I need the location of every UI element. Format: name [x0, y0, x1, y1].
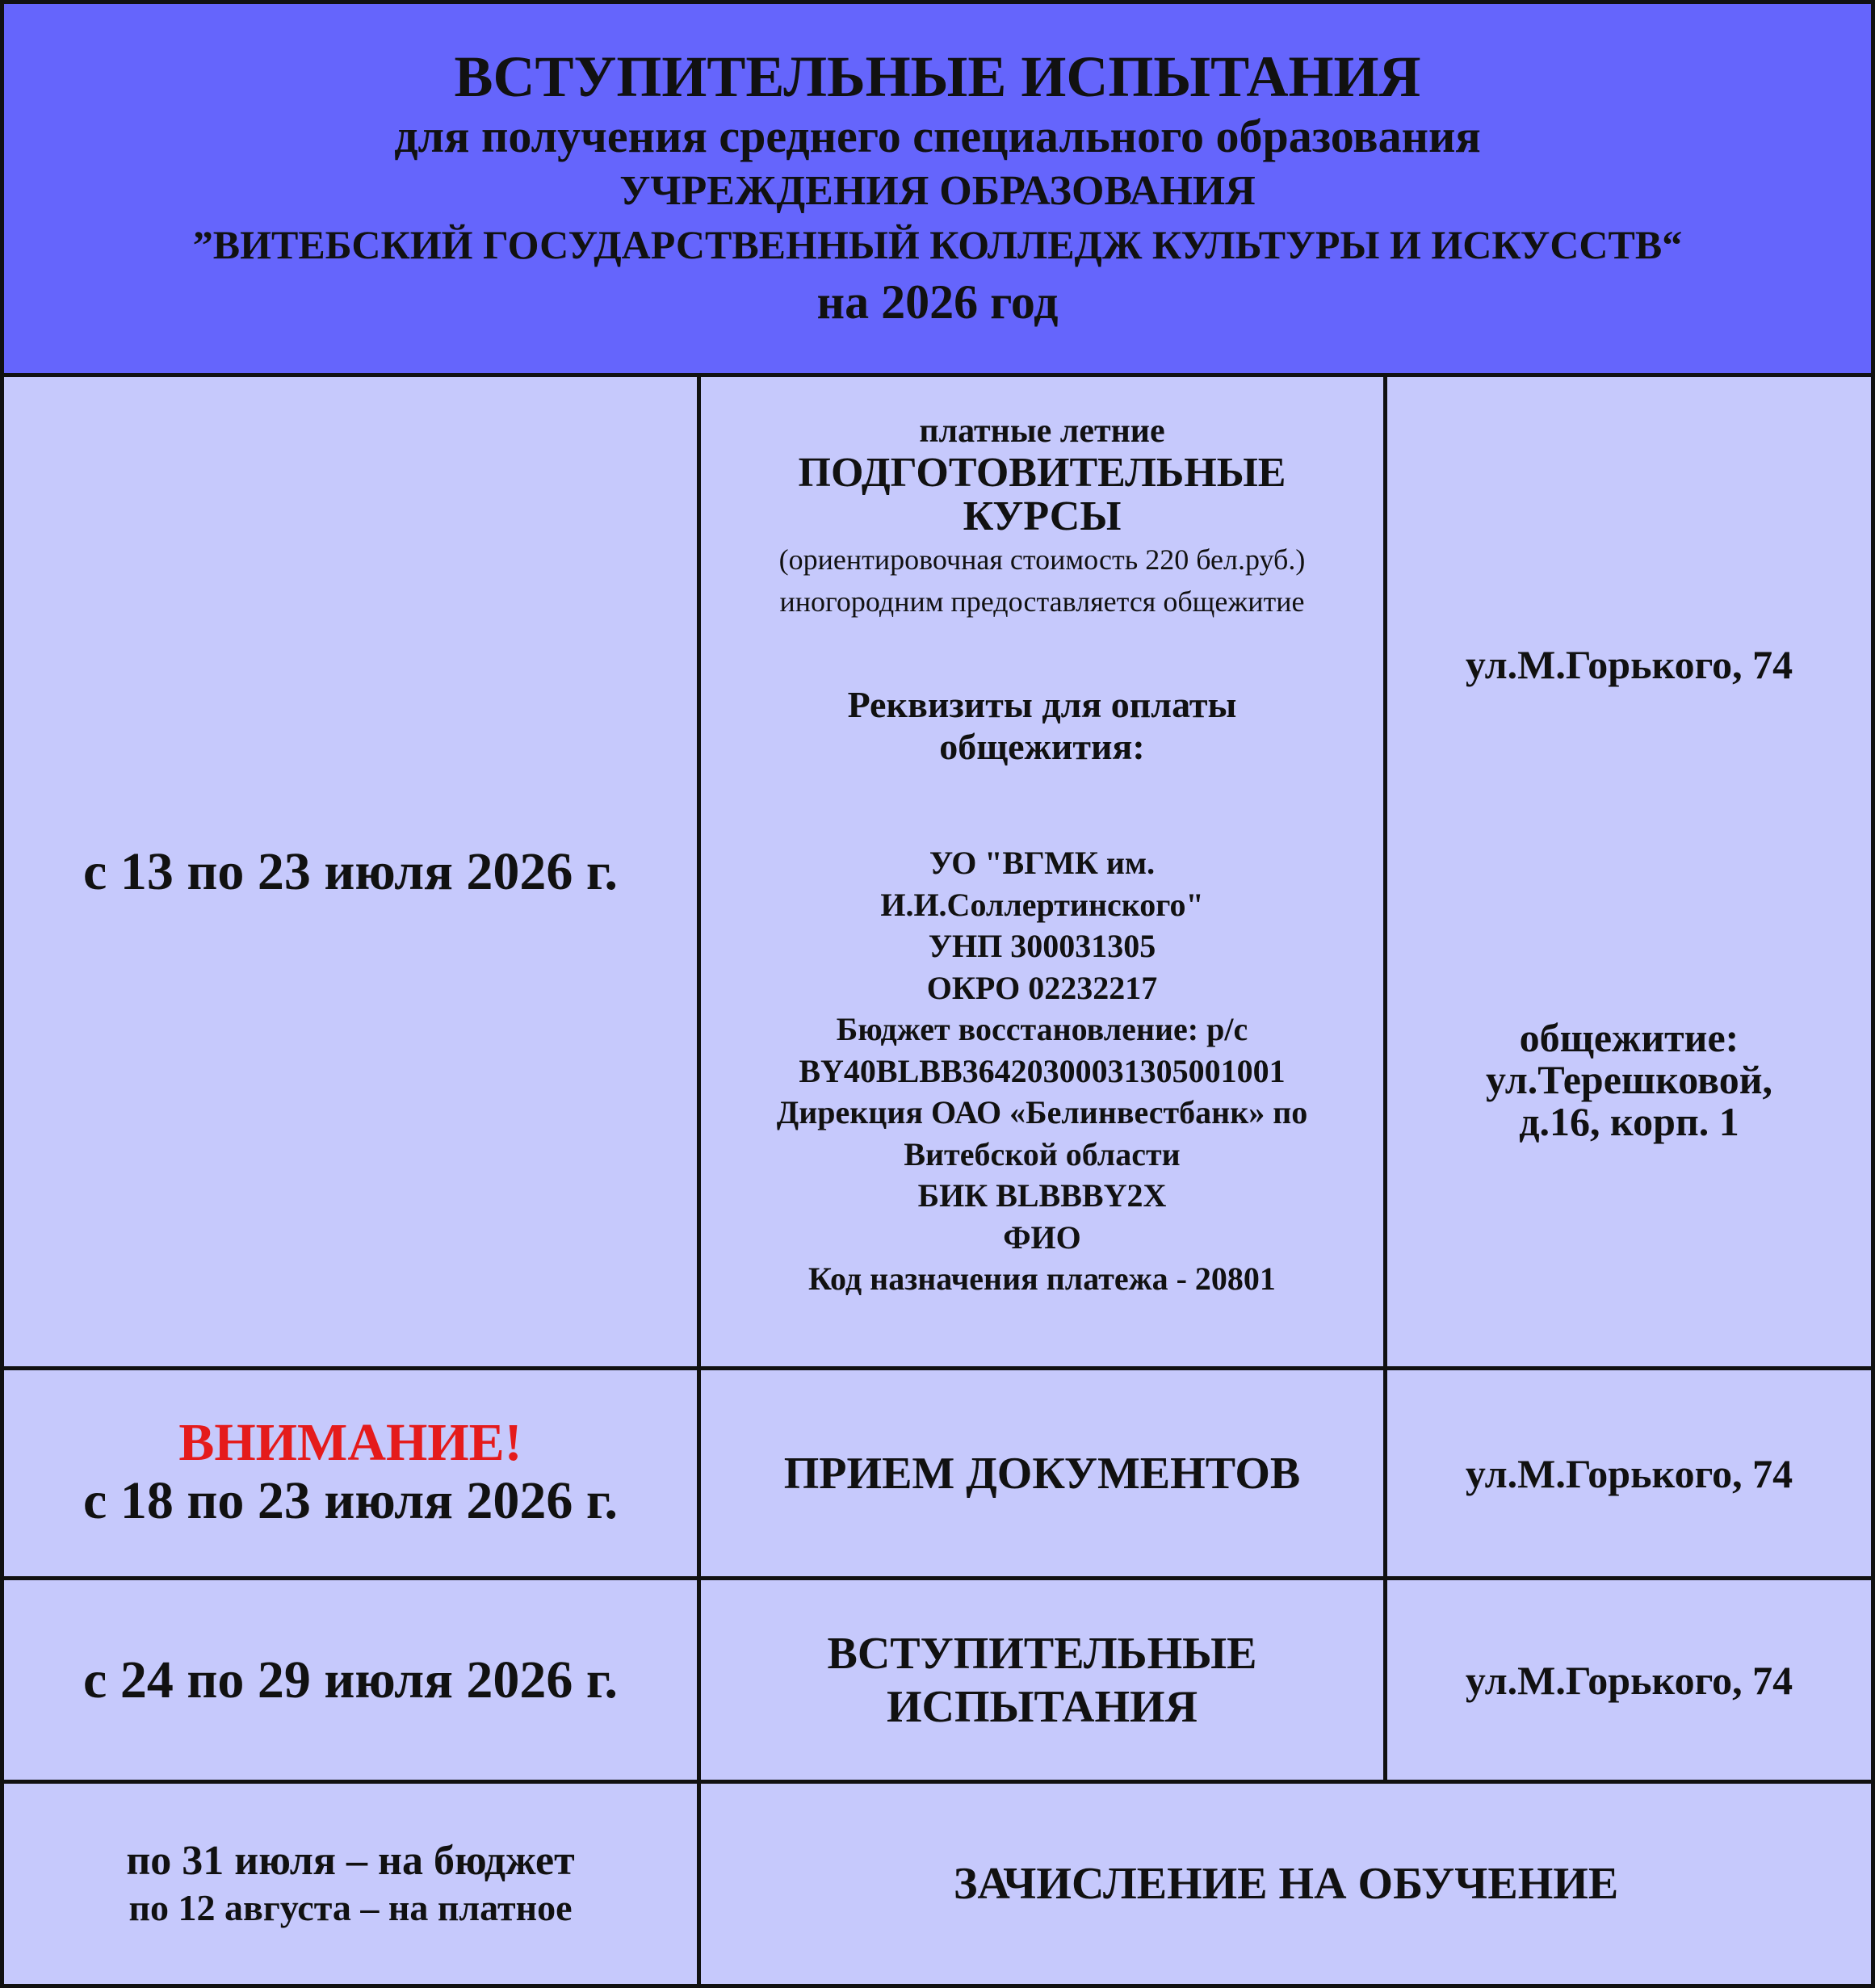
courses-dorm-note: иногородним предоставляется общежитие [779, 585, 1305, 618]
documents-date: с 18 по 23 июля 2026 г. [83, 1470, 618, 1530]
courses-title-line-2: КУРСЫ [963, 493, 1122, 539]
divider-horizontal [4, 1366, 1871, 1370]
attention-label: ВНИМАНИЕ! [178, 1412, 522, 1472]
bank-line: Витебской области [904, 1135, 1181, 1172]
requisites-title-line-2: общежития: [939, 726, 1145, 767]
header-banner [4, 4, 1871, 377]
courses-info-cell [701, 377, 1383, 1366]
page-title: ВСТУПИТЕЛЬНЫЕ ИСПЫТАНИЯ [454, 44, 1421, 109]
documents-title-cell [701, 1370, 1383, 1576]
dorm-building: д.16, корп. 1 [1519, 1099, 1739, 1144]
divider-vertical [1383, 377, 1387, 1784]
courses-address-cell [1387, 377, 1871, 1366]
exams-address: ул.М.Горького, 74 [1465, 1657, 1793, 1703]
enrollment-date-cell [4, 1784, 697, 1984]
bank-line: УНП 300031305 [928, 928, 1156, 964]
exams-title-line-1: ВСТУПИТЕЛЬНЫЕ [827, 1628, 1257, 1679]
exams-date: с 24 по 29 июля 2026 г. [83, 1650, 618, 1709]
dorm-label: общежитие: [1519, 1015, 1739, 1060]
institution-type: УЧРЕЖДЕНИЯ ОБРАЗОВАНИЯ [619, 167, 1256, 214]
courses-cost: (ориентировочная стоимость 220 бел.руб.) [778, 543, 1306, 576]
divider-horizontal [4, 1780, 1871, 1784]
documents-address: ул.М.Горького, 74 [1465, 1450, 1793, 1496]
requisites-title-line-1: Реквизиты для оплаты [847, 684, 1237, 725]
exams-title-line-2: ИСПЫТАНИЯ [886, 1681, 1198, 1732]
exams-address-cell [1387, 1580, 1871, 1780]
bank-line: Код назначения платежа - 20801 [808, 1260, 1276, 1297]
institution-name: ”ВИТЕБСКИЙ ГОСУДАРСТВЕННЫЙ КОЛЛЕДЖ КУЛЬТУРЫ И ИСКУССТВ“ [192, 221, 1683, 267]
bank-line: Бюджет восстановление: р/с [836, 1011, 1248, 1047]
exams-title-cell [701, 1580, 1383, 1780]
bank-line: УО "ВГМК им. [929, 845, 1156, 881]
exams-date-cell [4, 1580, 697, 1780]
enrollment-title: ЗАЧИСЛЕНИЕ НА ОБУЧЕНИЕ [953, 1859, 1619, 1909]
bank-line: И.И.Соллертинского" [880, 886, 1204, 923]
divider-vertical [697, 377, 701, 1984]
bank-line: ФИО [1003, 1218, 1081, 1256]
page-subtitle: для получения среднего специального образования [394, 109, 1481, 162]
enrollment-date-budget: по 31 июля – на бюджет [126, 1838, 575, 1884]
courses-date: с 13 по 23 июля 2026 г. [83, 841, 618, 901]
courses-title-line-1: ПОДГОТОВИТЕЛЬНЫЕ [798, 450, 1286, 496]
bank-line: БИК BLBBBY2X [917, 1177, 1167, 1214]
courses-address: ул.М.Горького, 74 [1465, 642, 1793, 687]
documents-date-cell [4, 1370, 697, 1576]
bank-line: BY40BLBB36420300031305001001 [799, 1052, 1286, 1089]
courses-paid-label: платные летние [919, 413, 1165, 450]
dorm-street: ул.Терешковой, [1485, 1057, 1773, 1102]
bank-line: ОКРО 02232217 [926, 969, 1158, 1006]
divider-horizontal [4, 1576, 1871, 1580]
year-label: на 2026 год [816, 275, 1059, 329]
bank-line: Дирекция ОАО «Белинвестбанк» по [776, 1094, 1308, 1130]
courses-date-cell [4, 377, 697, 1366]
documents-address-cell [1387, 1370, 1871, 1576]
enrollment-title-cell [701, 1784, 1871, 1984]
documents-title: ПРИЕМ ДОКУМЕНТОВ [783, 1448, 1301, 1499]
enrollment-date-paid: по 12 августа – на платное [128, 1887, 573, 1928]
